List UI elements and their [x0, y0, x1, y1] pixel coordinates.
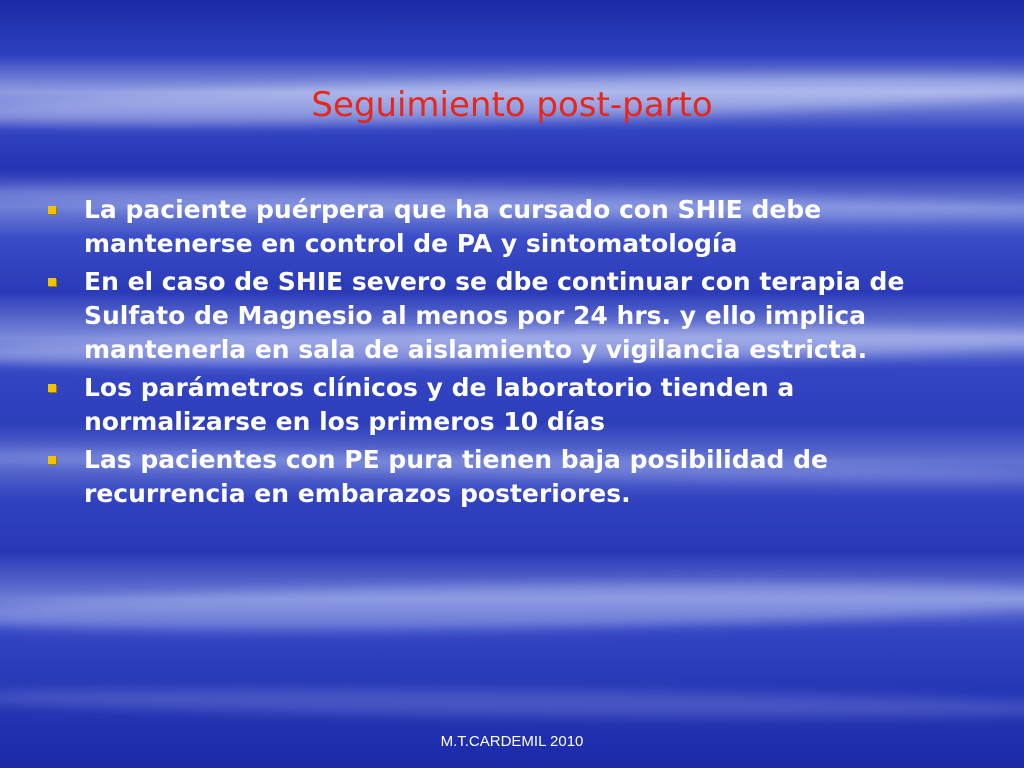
slide-footer: M.T.CARDEMIL 2010 [440, 733, 584, 750]
bullet-item [48, 371, 978, 439]
background-streak [0, 575, 1024, 639]
bullet-text: En el caso de SHIE severo se dbe continuar con terapia de Sulfato de Magnesio al menos por 24 hrs. y ello implica mantenerla en sala de aislamiento y vigilancia estricta. [84, 267, 905, 364]
square-bullet-icon [48, 384, 56, 392]
background-streak [0, 684, 1024, 722]
slide-title: Seguimiento post-parto [311, 85, 713, 125]
bullet-item [48, 443, 978, 511]
square-bullet-icon [48, 278, 56, 286]
bullet-text: La paciente puérpera que ha cursado con SHIE debe mantenerse en control de PA y sintomatología [84, 195, 822, 258]
bullet-list [48, 193, 978, 515]
bullet-text: Los parámetros clínicos y de laboratorio tienden a normalizarse en los primeros 10 días [84, 373, 795, 436]
bullet-item [48, 193, 978, 261]
bullet-item [48, 265, 978, 367]
square-bullet-icon [48, 456, 56, 464]
square-bullet-icon [48, 206, 56, 214]
bullet-text: Las pacientes con PE pura tienen baja posibilidad de recurrencia en embarazos posteriores. [84, 445, 828, 508]
